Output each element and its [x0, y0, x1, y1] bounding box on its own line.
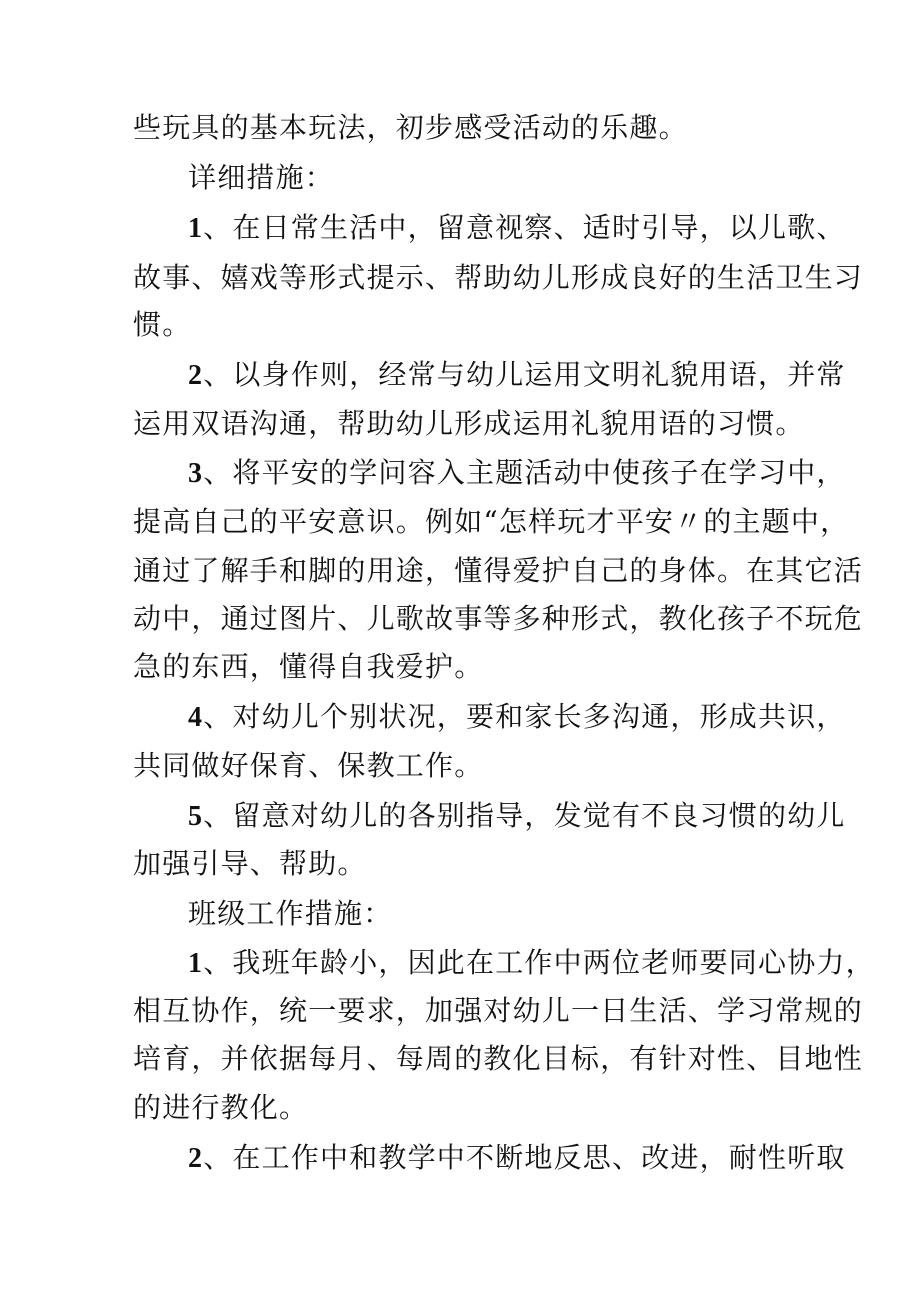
- text-line: 些玩具的基本玩法，初步感受活动的乐趣。: [133, 111, 688, 144]
- list-item-first-line: [188, 357, 846, 394]
- text-line: 培育，并依据每月、每周的教化目标，有针对性、目地性: [133, 1042, 864, 1075]
- item-number: 1: [188, 213, 204, 244]
- text-line: 相互协作，统一要求，加强对幼儿一日生活、学习常规的: [133, 994, 864, 1027]
- text-line: 动中，通过图片、儿歌故事等多种形式，教化孩子不玩危: [133, 602, 864, 635]
- list-item-first-line: [188, 210, 846, 247]
- text-line: 加强引导、帮助。: [133, 847, 367, 880]
- text-line: 运用双语沟通，帮助幼儿形成运用礼貌用语的习惯。: [133, 407, 805, 440]
- text-line: 、将平安的学问容入主题活动中使孩子在学习中，: [203, 456, 846, 489]
- text-line: 惯。: [133, 308, 192, 341]
- text-line: 、对幼儿个别状况，要和家长多沟通，形成共识，: [203, 700, 846, 733]
- item-number: 1: [188, 948, 204, 979]
- item-number: 5: [188, 801, 204, 832]
- text-line: 提高自己的平安意识。例如“怎样玩才平安〃的主题中，: [133, 505, 850, 538]
- list-item-first-line: [188, 1140, 846, 1177]
- item-number: 3: [188, 458, 204, 489]
- list-item-first-line: [188, 699, 846, 736]
- text-line: 、留意对幼儿的各别指导，发觉有不良习惯的幼儿: [203, 799, 846, 832]
- text-line: 共同做好保育、保教工作。: [133, 749, 484, 782]
- text-line: 的进行教化。: [133, 1091, 309, 1124]
- section-heading: 班级工作措施：: [188, 897, 393, 930]
- text-line: 、在工作中和教学中不断地反思、改进，耐性听取: [203, 1141, 846, 1174]
- text-line: 故事、嬉戏等形式提示、帮助幼儿形成良好的生活卫生习: [133, 261, 864, 294]
- item-number: 2: [188, 1143, 204, 1174]
- list-item-first-line: [188, 798, 846, 835]
- text-line: 、以身作则，经常与幼儿运用文明礼貌用语，并常: [203, 358, 846, 391]
- list-item-first-line: [188, 945, 875, 982]
- item-number: 2: [188, 360, 204, 391]
- text-line: 急的东西，懂得自我爱护。: [133, 650, 484, 683]
- list-item-first-line: [188, 455, 846, 492]
- text-line: 、在日常生活中，留意视察、适时引导，以儿歌、: [203, 211, 846, 244]
- text-line: 通过了解手和脚的用途，懂得爱护自己的身体。在其它活: [133, 554, 864, 587]
- item-number: 4: [188, 702, 204, 733]
- section-heading: 详细措施：: [188, 161, 335, 194]
- text-line: 、我班年龄小，因此在工作中两位老师要同心协力，: [203, 946, 875, 979]
